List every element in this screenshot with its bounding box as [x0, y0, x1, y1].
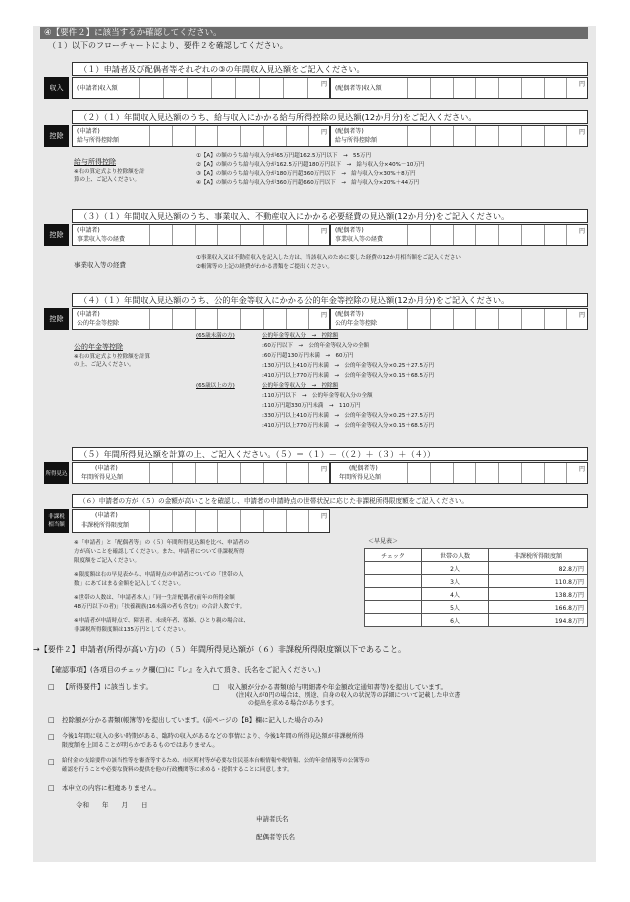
s5-tab: 所得見込: [44, 462, 69, 484]
yen-label: 円: [320, 228, 327, 235]
qt-people: 6人: [422, 614, 489, 627]
s2-formula-1: ①【A】の額のうち給与収入分が65万円超162.5万円以下 → 55万円: [196, 153, 372, 159]
yen-label: 円: [578, 228, 585, 235]
s2-note-1: ※右の算定式より控除額を計: [74, 169, 145, 175]
table-row: [365, 562, 588, 575]
s4-spouse-l1: (配偶者等): [335, 311, 364, 318]
checkbox-1a[interactable]: □: [48, 683, 55, 691]
s2-formula-3: ③【A】の額のうち給与収入分が180万円超360万円以下 → 給与収入分×30%＋8万円: [196, 171, 416, 177]
yen-label: 円: [320, 513, 327, 520]
s2-applicant-l1: (申請者): [77, 128, 100, 135]
s5-title: （５）年間所得見込額を計算の上、ご記入ください。（５）＝（１）－（（２）＋（３）＋（４））: [72, 447, 588, 461]
confirm-item5: 本申立の内容に相違ありません。: [62, 784, 160, 792]
yen-label: 円: [320, 129, 327, 136]
s3-label: 事業収入等の経費: [74, 261, 126, 269]
s4-under65-head: 公的年金等収入分 → 控除額: [262, 333, 339, 339]
checkbox-5[interactable]: □: [48, 784, 55, 792]
confirm-item1b-1: 収入額が分かる書類(給与明細書や年金額改定通知書等)を提出しています。: [228, 683, 448, 691]
s5-spouse-field[interactable]: [330, 462, 588, 484]
s6-note-1: ※「申請者」と「配偶者等」の（５）年間所得見込額を比べ、申請者の: [74, 540, 250, 546]
applicant-name-label: 申請者氏名: [256, 815, 289, 823]
qt-limit: 82.8万円: [489, 562, 588, 575]
s6-applicant-l1: (申請者): [95, 512, 118, 519]
s2-tab: 控除: [44, 125, 69, 147]
s2-title: （２）（１）年間収入見込額のうち、給与収入にかかる給与所得控除の見込額(12か月分)をご記入ください。: [72, 110, 588, 124]
s4-over65-2: :110万円超330万円未満 → 110万円: [262, 403, 361, 409]
s4-over65-3: :330万円以上410万円未満 → 公的年金等収入分×0.25＋27.5万円: [262, 413, 435, 419]
checkbox-2[interactable]: □: [48, 716, 55, 724]
s1-spouse-field[interactable]: [330, 77, 588, 99]
s2-formula-2: ②【A】の額のうち給与収入分が162.5万円超180万円以下 → 給与収入分×40%－10万円: [196, 162, 425, 168]
s2-applicant-field[interactable]: [72, 125, 330, 147]
s4-applicant-field[interactable]: [72, 308, 330, 330]
confirm-item4-2: 確認を行うことや必要な資料の提供を他の行政機関等に求める・提供することに同意します。: [62, 767, 293, 773]
s3-tab: 控除: [44, 224, 69, 246]
s3-note-2: ②帳簿等の上記の経費がわかる書類をご提出ください。: [196, 264, 333, 270]
confirm-item3-2: 限度額を上回ることが明らかであるものではありません。: [62, 742, 219, 749]
qt-check-cell[interactable]: [365, 588, 422, 601]
table-row: [365, 588, 588, 601]
s6-tab-1: 非課税: [48, 514, 65, 520]
s6-note-7: 48万円以下の者)」「扶養親族(16未満の者も含む)」の合計人数です。: [74, 604, 246, 610]
s6-note-8: ※申請者が申請時点で、障害者、未成年者、寡婦、ひとり親の場合は、: [74, 618, 250, 624]
s2-spouse-l2: 給与所得控除額: [335, 137, 378, 144]
s1-tab: 収入: [44, 77, 69, 99]
table-row: [365, 575, 588, 588]
s4-applicant-l1: (申請者): [77, 311, 100, 318]
confirm-item1a: 【所得要件】に該当します。: [62, 683, 153, 691]
qt-head-people: 世帯の人数: [422, 549, 489, 562]
qt-check-cell[interactable]: [365, 601, 422, 614]
qt-people: 4人: [422, 588, 489, 601]
s5-applicant-field[interactable]: [72, 462, 330, 484]
s4-tab: 控除: [44, 308, 69, 330]
s6-note-4: ※限度額は右の早見表から、申請時点の申請者についての「世帯の人: [74, 572, 244, 578]
s4-spouse-l2: 公的年金等控除: [335, 320, 378, 327]
s3-title: （３）（１）年間収入見込額のうち、事業収入、不動産収入にかかる必要経費の見込額(12か月分)をご記入ください。: [72, 209, 588, 223]
yen-label: 円: [320, 466, 327, 473]
s6-title: （６）申請者の方が（５）の金額が高いことを確認し、申請者の申請時点の世帯状況に応じた非課税所得限度額をご記入ください。: [72, 494, 588, 508]
confirm-item4-1: 給付金の支給要件の該当性等を審査等するため、市区町村等が必要な住民基本台帳情報や税情報、公的年金情報等の公簿等の: [62, 758, 370, 764]
qt-people: 3人: [422, 575, 489, 588]
date-field[interactable]: 令和 年 月 日: [76, 801, 148, 809]
s6-note-3: 限度額をご記入ください。: [74, 558, 141, 564]
s6-applicant-field[interactable]: [72, 509, 330, 533]
s4-note-1: ※右の算定式より控除額を計算: [74, 354, 151, 360]
qt-limit: 166.8万円: [489, 601, 588, 614]
s3-applicant-field[interactable]: [72, 224, 330, 246]
qt-limit: 194.8万円: [489, 614, 588, 627]
qt-limit: 110.8万円: [489, 575, 588, 588]
s4-over65-head: 公的年金等収入分 → 控除額: [262, 383, 339, 389]
checkbox-1b[interactable]: □: [213, 683, 220, 691]
table-row: [365, 601, 588, 614]
s4-under65: (65歳未満の方): [196, 333, 235, 339]
s5-applicant-l2: 年間所得見込額: [81, 474, 124, 481]
s3-spouse-field[interactable]: [330, 224, 588, 246]
s4-note-2: の上、ご記入ください。: [74, 362, 135, 368]
table-row: [365, 614, 588, 627]
quick-table-header: [365, 549, 588, 562]
s4-spouse-field[interactable]: [330, 308, 588, 330]
confirm-item1b-3: の提出を求める場合があります。: [248, 700, 338, 707]
yen-label: 円: [578, 81, 585, 88]
quick-table-title: ＜早見表＞: [368, 538, 399, 545]
intro-text: （１）以下のフローチャートにより、要件２を確認してください。: [48, 41, 288, 50]
s4-over65: (65歳以上の方): [196, 383, 235, 389]
confirm-item2: 控除額が分かる書類(帳簿等)を提出しています。(前ページの【B】欄に記入した場合のみ): [62, 716, 323, 724]
conclusion: →【要件２】申請者(所得が高い方)の（５）年間所得見込額が（６）非課税所得限度額以下であること。: [33, 645, 406, 654]
s2-note-2: 算の上、ご記入ください。: [74, 177, 141, 183]
s4-over65-1: :110万円以下 → 公的年金等収入分の全額: [262, 393, 373, 399]
s1-title: （１）申請者及び配偶者等それぞれの③の年間収入見込額をご記入ください。: [72, 62, 588, 76]
s4-under65-4: :410万円以上770万円未満 → 公的年金等収入分×0.15＋68.5万円: [262, 373, 435, 379]
checkbox-4[interactable]: □: [48, 758, 55, 766]
s3-note-1: ①事業収入又は不動産収入を記入した方は、当該収入のために要した経費の12か月相当額をご記入ください: [196, 255, 461, 261]
checkbox-3[interactable]: □: [48, 733, 55, 741]
s5-spouse-l1: (配偶者等): [349, 465, 378, 472]
s2-label: 給与所得控除: [74, 158, 116, 166]
yen-label: 円: [578, 466, 585, 473]
s4-title: （４）（１）年間収入見込額のうち、公的年金等収入にかかる公的年金等控除の見込額(12か月分)をご記入ください。: [72, 293, 588, 307]
qt-head-check: チェック: [365, 549, 422, 562]
s6-tab: [44, 509, 69, 533]
s5-applicant-l1: (申請者): [95, 465, 118, 472]
s4-applicant-l2: 公的年金等控除: [77, 320, 120, 327]
s6-note-2: 方が高いことを確認してください。また、申請者について非課税所得: [74, 549, 245, 555]
yen-label: 円: [320, 81, 327, 88]
qt-check-cell[interactable]: [365, 562, 422, 575]
qt-check-cell[interactable]: [365, 614, 422, 627]
s2-spouse-l1: (配偶者等): [335, 128, 364, 135]
yen-label: 円: [578, 129, 585, 136]
s1-spouse-label: (配偶者等)収入額: [335, 85, 382, 92]
s3-applicant-l2: 事業収入等の経費: [77, 236, 126, 243]
s4-label: 公的年金等控除: [74, 343, 123, 351]
s4-over65-4: :410万円以上770万円未満 → 公的年金等収入分×0.15＋68.5万円: [262, 423, 435, 429]
quick-table: [364, 548, 588, 627]
qt-head-limit: 非課税所得限度額: [489, 549, 588, 562]
s6-note-5: 数」にあてはまる金額を記入してください。: [74, 581, 185, 587]
s6-tab-2: 相当額: [48, 522, 65, 528]
confirm-item3-1: 今後1年間に収入の多い時期がある、臨時の収入があるなどの事情により、今後1年間の所得見込額が非課税所得: [62, 733, 364, 740]
spouse-name-label: 配偶者等氏名: [256, 833, 295, 841]
confirm-item1b-2: (注)収入が0円の場合は、別途、自身の収入の状況等の詳細について記載した申立書: [236, 692, 461, 699]
s1-applicant-field[interactable]: [72, 77, 330, 99]
qt-check-cell[interactable]: [365, 575, 422, 588]
yen-label: 円: [578, 312, 585, 319]
s6-note-6: ※世帯の人数は、「申請者本人」「同一生計配偶者(前年の所得金額: [74, 595, 235, 601]
qt-people: 5人: [422, 601, 489, 614]
s3-spouse-l1: (配偶者等): [335, 227, 364, 234]
s4-under65-2: :60万円超130万円未満 → 60万円: [262, 353, 354, 359]
s1-applicant-label: (申請者)収入額: [77, 85, 118, 92]
section-header: ④【要件２】に該当するか確認してください。: [40, 27, 588, 39]
s3-applicant-l1: (申請者): [77, 227, 100, 234]
s3-spouse-l2: 事業収入等の経費: [335, 236, 384, 243]
s2-applicant-l2: 給与所得控除額: [77, 137, 120, 144]
s2-formula-4: ④【A】の額のうち給与収入分が360万円超660万円以下 → 給与収入分×20%＋44万円: [196, 180, 420, 186]
s2-spouse-field[interactable]: [330, 125, 588, 147]
yen-label: 円: [320, 312, 327, 319]
confirm-title: 【確認事項】(各項目のチェック欄(□)に『レ』を入れて頂き、氏名をご記入ください。): [48, 666, 321, 674]
s4-under65-3: :130万円以上410万円未満 → 公的年金等収入分×0.25＋27.5万円: [262, 363, 435, 369]
s5-spouse-l2: 年間所得見込額: [339, 474, 382, 481]
s4-under65-1: :60万円以下 → 公的年金等収入分の全額: [262, 343, 369, 349]
qt-people: 2人: [422, 562, 489, 575]
s6-applicant-l2: 非課税所得限度額: [81, 522, 130, 529]
s6-note-9: 非課税所得限度額は135万円としてください。: [74, 627, 189, 633]
qt-limit: 138.8万円: [489, 588, 588, 601]
